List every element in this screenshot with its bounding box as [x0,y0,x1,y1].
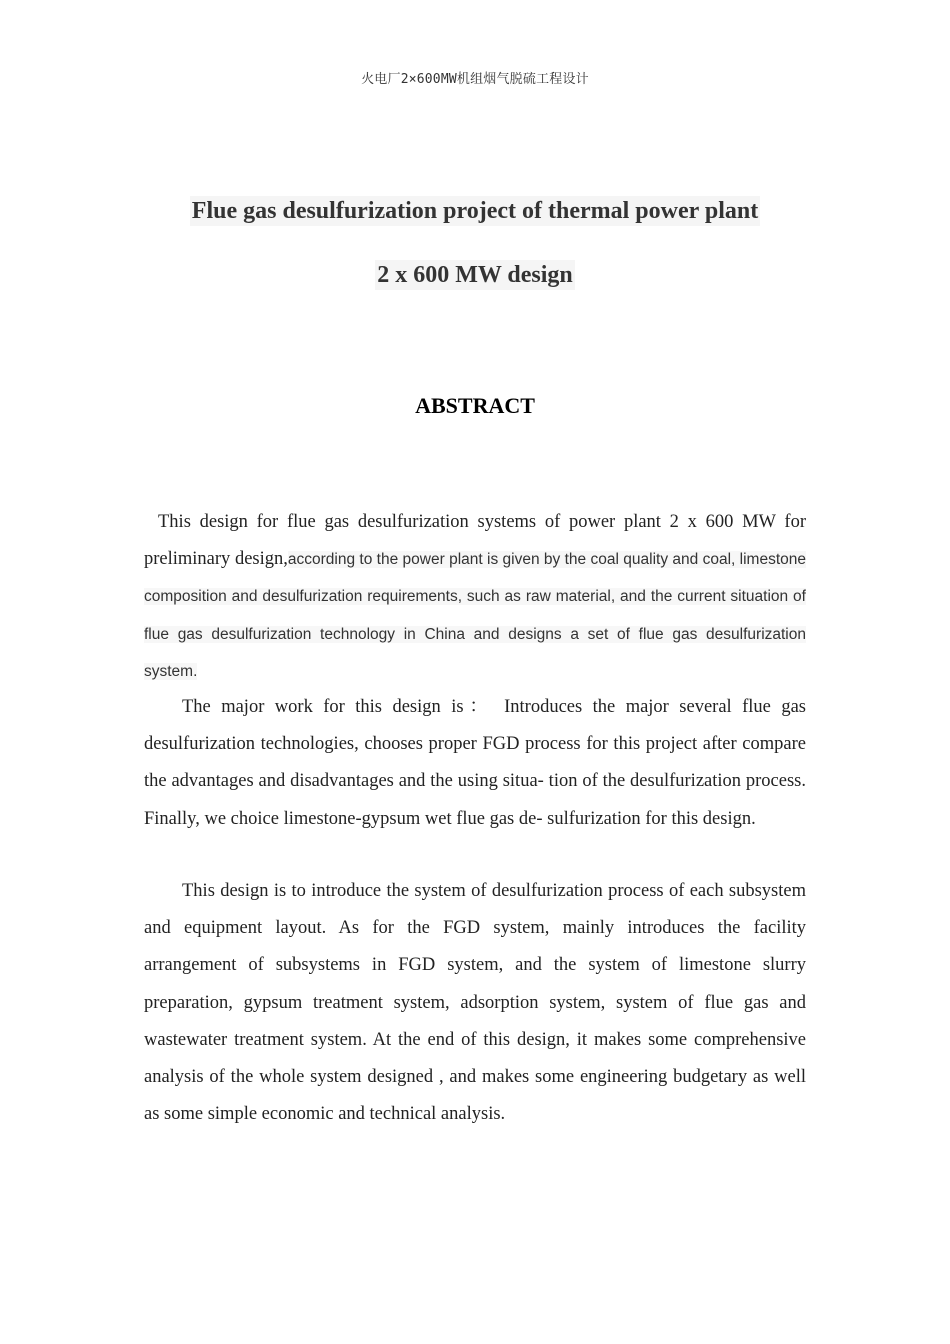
paragraph-1-sans-run: according to the power plant is given by the coal quality and coal, limestone composition and desulfurization requirements, such as raw material, and the current situation of flue gas desulfurization technology in China and designs a set of flue gas desulfurization system. [144,551,806,680]
title-line-2-text: 2 x 600 MW design [377,262,573,288]
abstract-paragraph-3: This design is to introduce the system of desulfurization process of each subsystem and equipment layout. As for the FGD system, mainly introduces the facility arrangement of subsystems in FGD system, and the system of limestone slurry preparation, gypsum treatment system, adsorption system, system of flue gas and wastewater treatment system. At the end of this design, it makes some comprehensive analysis of the whole system designed , and makes some engineering budgetary as well as some simple economic and technical analysis. [144,881,806,1125]
abstract-heading: ABSTRACT [415,393,535,418]
title-line-1-text: Flue gas desulfurization project of thermal power plant [191,198,759,224]
document-title-line-1 [0,198,950,225]
abstract-paragraph-2: The major work for this design is： Introduces the major several flue gas desulfurization technologies, chooses proper FGD process for this project after compare the advantages and disadvantages and the using situa- tion of the desulfurization process. Finally, we choice limestone-gypsum wet flue gas de- sulfurization for this design. [144,697,806,829]
abstract-paragraph-1 [144,504,806,690]
paragraph-1-serif-run: This design for flue gas desulfurization systems of power plant 2 x 600 MW for preliminary design, [144,512,806,570]
document-title-line-2 [0,262,950,289]
page-header: 火电厂2×600MW机组烟气脱硫工程设计 [361,72,589,87]
